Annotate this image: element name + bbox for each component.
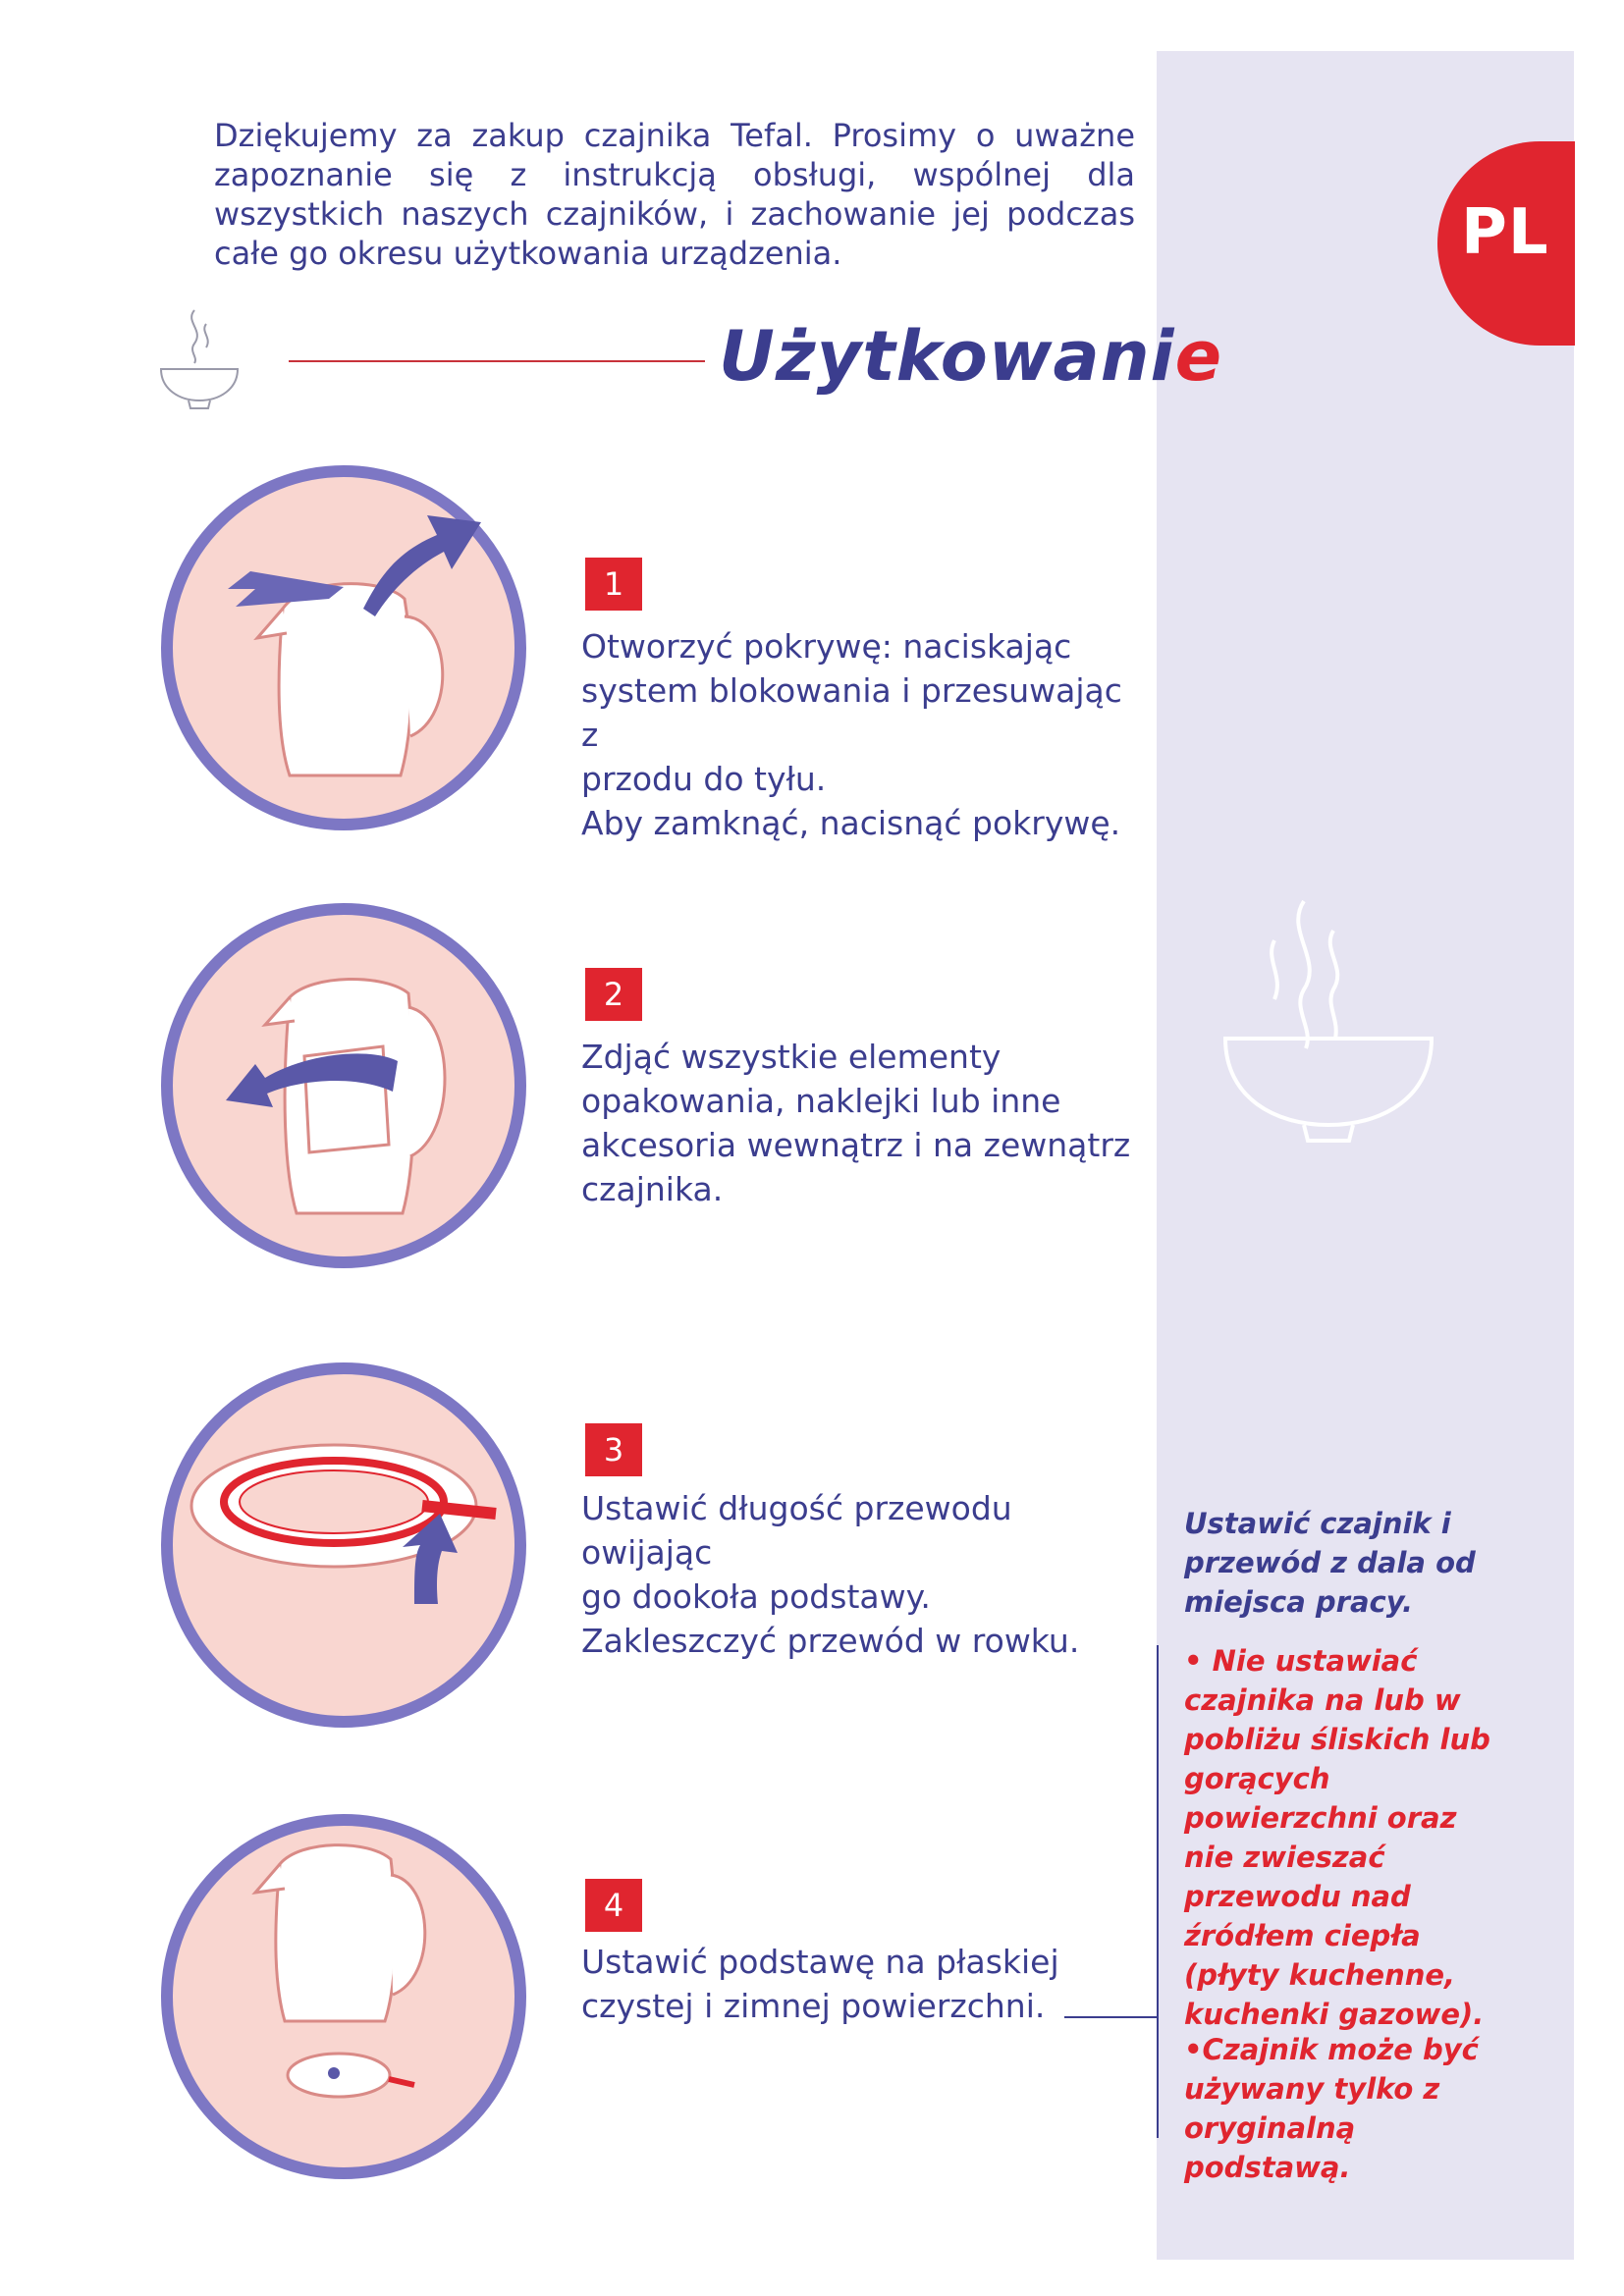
step-4-badge: 4 <box>585 1879 642 1932</box>
step-2-text: Zdjąć wszystkie elementy opakowania, naklejki lub inne akcesoria wewnątrz i na zewnątrz czajnika. <box>581 1038 1131 1208</box>
step-3-text: Ustawić długość przewodu owijając go dookoła podstawy. Zakleszczyć przewód w rowku. <box>581 1489 1080 1660</box>
step-2-badge: 2 <box>585 968 642 1021</box>
warning-note-2: •Czajnik może być używany tylko z oryginalną podstawą. <box>1184 2033 1479 2184</box>
note-bracket-line <box>1157 1645 1159 2138</box>
step-4-text: Ustawić podstawę na płaskiej czystej i zimnej powierzchni. <box>581 1943 1059 2025</box>
heading-rule <box>289 360 705 362</box>
intro-paragraph: Dziękujemy za zakup czajnika Tefal. Prosimy o uważne zapoznanie się z instrukcją obsługi, wspólnej dla wszystkich naszych czajników, i zachowanie jej podczas całe go okresu użytkowania urządzenia. <box>214 117 1135 272</box>
soup-bowl-icon <box>1216 891 1441 1147</box>
section-heading <box>719 316 1222 397</box>
note-connector-line <box>1064 2016 1159 2018</box>
step-4-illustration <box>157 1810 530 2183</box>
warning-note-1: • Nie ustawiać czajnika na lub w pobliżu śliskich lub gorących powierzchni oraz nie zwieszać przewodu nad źródłem ciepła (płyty kuchenne, kuchenki gazowe). <box>1184 1644 1490 2031</box>
step-3-illustration <box>157 1359 530 1732</box>
step-3-badge: 3 <box>585 1423 642 1476</box>
step-1-text: Otworzyć pokrywę: naciskając system blokowania i przesuwając z przodu do tyłu. Aby zamknąć, nacisnąć pokrywę. <box>581 627 1122 842</box>
heading-last-letter: e <box>1174 316 1223 397</box>
step-1-illustration <box>157 461 530 834</box>
heading-main: Użytkowani <box>719 316 1175 397</box>
soup-bowl-icon <box>155 302 244 410</box>
placement-note: Ustawić czajnik i przewód z dala od miejsca pracy. <box>1184 1507 1476 1619</box>
step-1-badge: 1 <box>585 558 642 611</box>
language-label: PL <box>1461 196 1549 269</box>
step-2-illustration <box>157 899 530 1272</box>
